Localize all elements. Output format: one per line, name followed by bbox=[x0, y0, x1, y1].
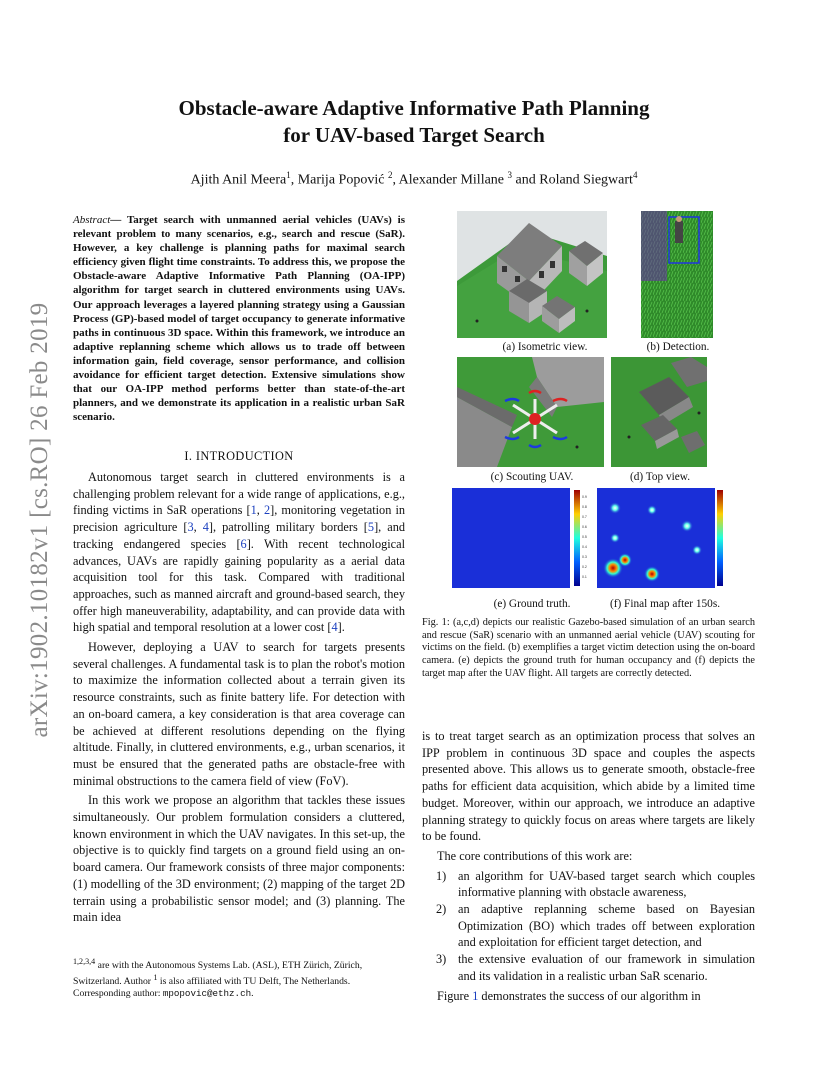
caption-d: (d) Top view. bbox=[629, 471, 691, 483]
list-item: 3) the extensive evaluation of our framework in simulation and its validation in a realistic urban SaR scenario. bbox=[436, 952, 755, 983]
author-list: Ajith Anil Meera$^1$, Marija Popović $^2$, Alexander Millane $^3$ and Roland Siegwart$^4$ bbox=[190, 170, 638, 188]
title-line-2: for UAV-based Target Search bbox=[283, 123, 545, 147]
intro-paragraph-2: However, deploying a UAV to search for targets presents several challenges. A fundamental task is to plan the robot's motion to maximize the information collected about a terrain given its resource constraints, such as finite battery life. For detection with an on-board camera, a key consideration is that area coverage can be achieved at different resolutions depending on the flying altitude. Finally, in cluttered environments, e.g., urban scenarios, it must be ensured that the generated paths are obstacle-free with minimal obstructions to the camera field of view (FoV). bbox=[73, 640, 405, 788]
right-paragraph-3: Figure 1 demonstrates the success of our algorithm in bbox=[437, 988, 701, 1003]
figure-scouting-uav bbox=[457, 357, 604, 467]
colorbar-tick: 0.5 bbox=[582, 535, 587, 539]
intro-paragraph-1: Autonomous target search in cluttered environments is a challenging problem relevant for a wide range of applications, e.g., finding victims in SaR operations [1, 2], monitoring vegetation in precision agriculture [3, 4], patrolling military borders [5], and tracking endangered species [6]. With recent technological advances, UAVs are rapidly gaining popularity as a aerial data acquisition tool for this task. Compared with traditional approaches, such as manned aircraft and ground-based search, they offer high maneuverability, adaptability, and can provide data with high spatial and temporal resolution at a lower cost [4]. bbox=[73, 470, 406, 635]
figure-ground-truth-map bbox=[452, 488, 588, 588]
citation-link[interactable]: 4 bbox=[331, 620, 338, 635]
citation-link[interactable]: 1 bbox=[250, 503, 257, 518]
contributions-list bbox=[422, 868, 755, 985]
colorbar-tick: 0.9 bbox=[582, 495, 587, 499]
colorbar-tick: 0.7 bbox=[582, 515, 587, 519]
figure-top-view bbox=[611, 357, 707, 467]
list-item: 2) an adaptive replanning scheme based on Bayesian Optimization (BO) which trades off between exploration and exploitation for efficient target detection, and bbox=[436, 902, 755, 950]
section-heading-introduction: I. INTRODUCTION bbox=[184, 449, 294, 463]
citation-link[interactable]: 4 bbox=[202, 520, 209, 535]
abstract-label: Abstract bbox=[73, 214, 111, 226]
list-item: 1) an algorithm for UAV-based target search which couples informative planning with obstacle awareness, bbox=[436, 868, 755, 900]
colorbar-tick: 0.6 bbox=[582, 525, 587, 529]
title-line-1: Obstacle-aware Adaptive Informative Path Planning bbox=[178, 96, 650, 120]
email-link[interactable]: mpopovic@ethz.ch bbox=[162, 988, 252, 1000]
caption-b: (b) Detection. bbox=[646, 341, 710, 353]
colorbar-tick: 0.4 bbox=[582, 545, 587, 549]
footnote: $^{1,2,3,4}$ are with the Autonomous Systems Lab. (ASL), ETH Zürich, Zürich, Switzerland. Author $^1$ is also affiliated with TU Delft, The Netherlands. Corresponding author: mpopovic@ethz.ch. bbox=[73, 957, 363, 1000]
figure-caption: Fig. 1: (a,c,d) depicts our realistic Gazebo-based simulation of an urban search and rescue (SaR) scenario with an unmanned aerial vehicle (UAV) scouting for victims on the field. (b) exemplifies a target victim detection using the on-board camera. (e) depicts the ground truth for human occupancy and (f) depicts the target map after the UAV flight. All targets are correctly detected. bbox=[422, 617, 755, 679]
arxiv-stamp: arXiv:1902.10182v1 [cs.RO] 26 Feb 2019 bbox=[26, 302, 53, 738]
caption-a: (a) Isometric view. bbox=[502, 341, 588, 353]
figure-detection bbox=[641, 211, 713, 338]
paper-title bbox=[100, 95, 728, 149]
caption-f: (f) Final map after 150s. bbox=[609, 598, 721, 610]
left-column-body bbox=[73, 469, 405, 929]
right-column-body bbox=[422, 728, 755, 1007]
abstract bbox=[73, 213, 405, 424]
colorbar-tick: 0.1 bbox=[582, 575, 587, 579]
abstract-text: — Target search with unmanned aerial vehicles (UAVs) is relevant problem to many scenarios, e.g., search and rescue (SaR). However, a key challenge is planning paths for maximal search efficiency given flight time constraints. To address this, we propose the Obstacle-aware Adaptive Informative Path Planning (OA-IPP) algorithm for target search in cluttered environments using UAVs. Our approach leverages a layered planning strategy using a Gaussian Process (GP)-based model of target occupancy to generate informative paths in continuous 3D space. Within this framework, we introduce an adaptive replanning scheme which allows us to trade off between information gain, field coverage, sensor performance, and collision avoidance for efficient target detection. Extensive simulations show that our OA-IPP method performs better than state-of-the-art planners, and we demonstrate its application in a realistic urban SaR scenario. bbox=[73, 214, 405, 424]
citation-link[interactable]: 5 bbox=[367, 520, 375, 535]
intro-paragraph-3: In this work we propose an algorithm that tackles these issues simultaneously. Our problem formulation considers a cluttered, known environment in which the UAV navigates. In this set-up, the objective is to quickly find targets on a ground field using an on-board camera. Our framework consists of three major components: (1) modelling of the 3D environment; (2) mapping of the target 2D terrain using a probabilistic sensor model; and (3) planning. The main idea bbox=[73, 793, 405, 925]
caption-e: (e) Ground truth. bbox=[493, 598, 571, 610]
colorbar-tick: 0.8 bbox=[582, 505, 587, 509]
right-paragraph-2: The core contributions of this work are: bbox=[437, 848, 633, 863]
right-paragraph-1: is to treat target search as an optimization process that solves an IPP problem in continuous 3D space and couples the aspects presented above. This allows us to generate smooth, obstacle-free paths for efficient data acquisition, which abide by a limited time budget. Moreover, within our approach, we introduce an adaptive planning strategy to quickly focus on areas where targets are likely to be found. bbox=[422, 729, 755, 844]
figure-final-map bbox=[597, 488, 731, 588]
colorbar-tick: 0.2 bbox=[582, 565, 587, 569]
caption-c: (c) Scouting UAV. bbox=[490, 471, 574, 483]
figure-isometric-view bbox=[457, 211, 607, 338]
citation-link[interactable]: 2 bbox=[263, 503, 271, 518]
citation-link[interactable]: 6 bbox=[240, 536, 247, 551]
colorbar-tick: 0.3 bbox=[582, 555, 587, 559]
figure-link[interactable]: 1 bbox=[472, 988, 479, 1003]
citation-link[interactable]: 3 bbox=[187, 520, 194, 535]
